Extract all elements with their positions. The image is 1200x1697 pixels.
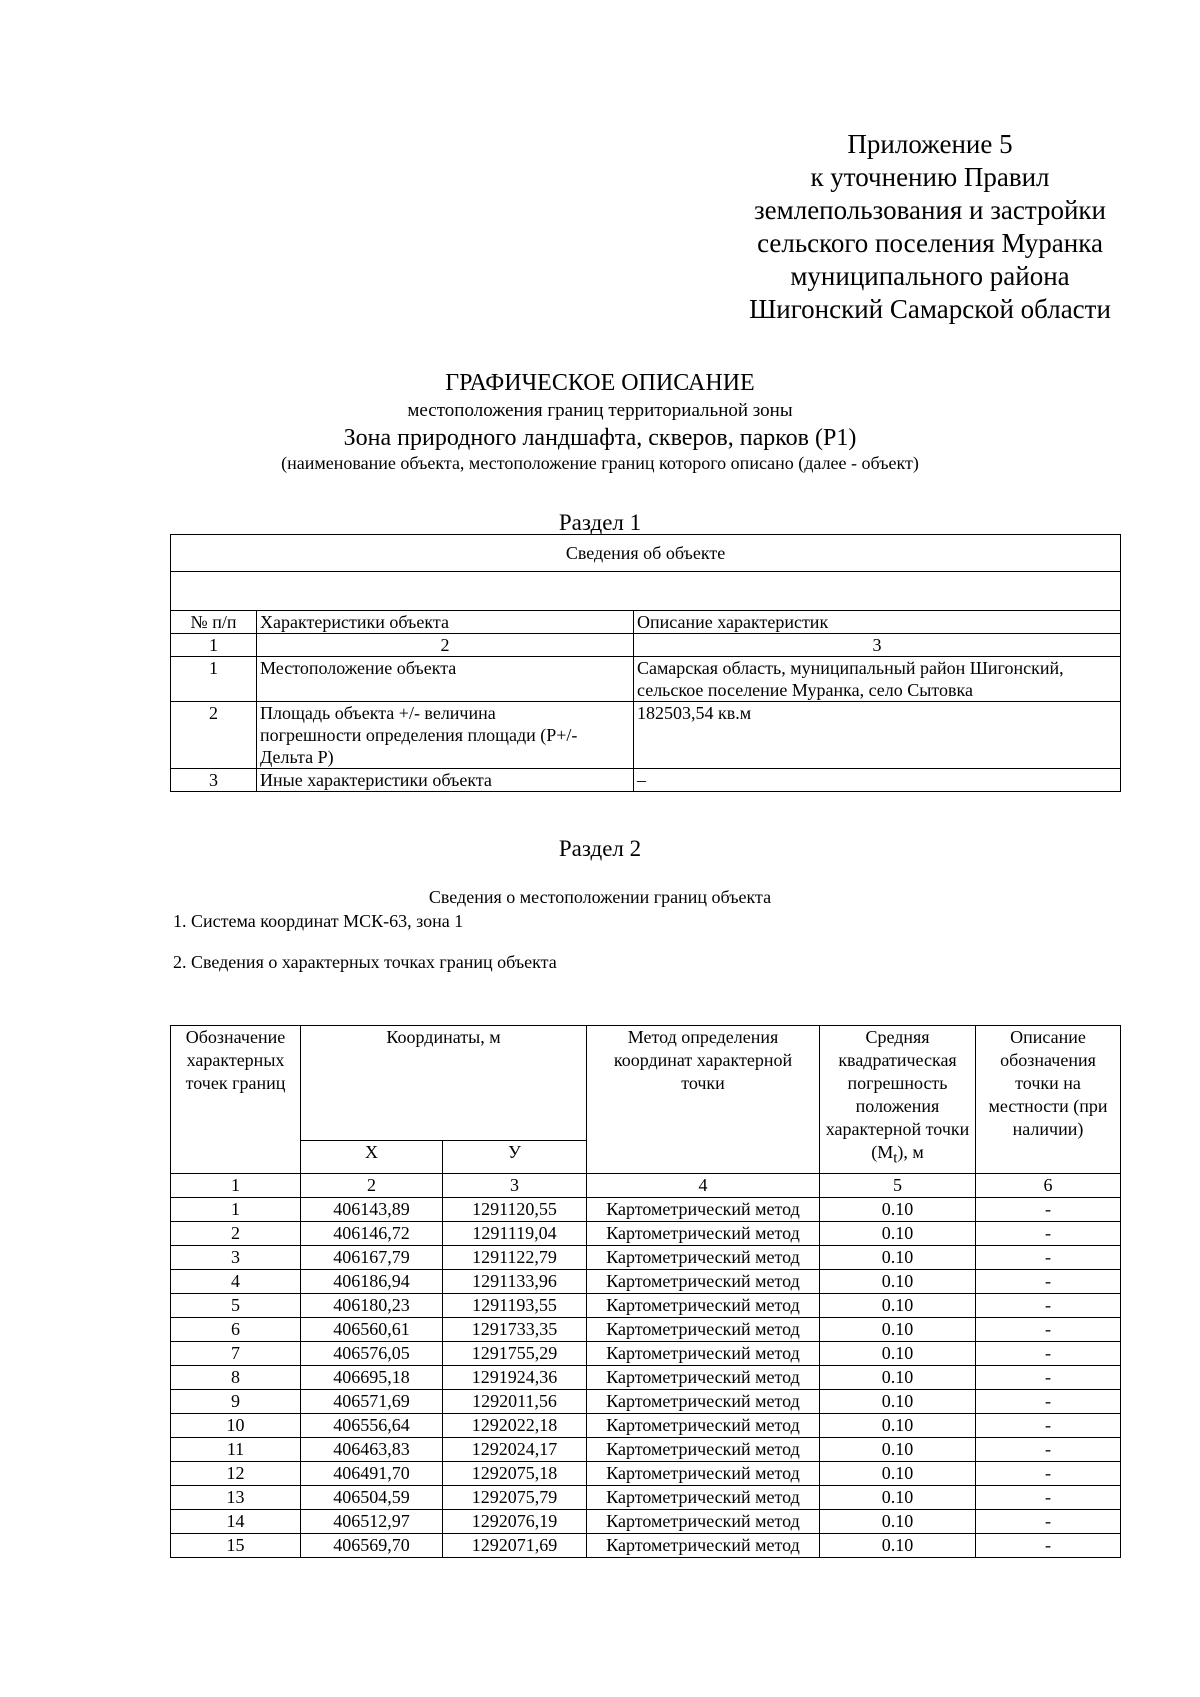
point-description: - <box>976 1438 1121 1462</box>
error-value: 0.10 <box>820 1390 976 1414</box>
method: Картометрический метод <box>587 1366 820 1390</box>
method: Картометрический метод <box>587 1246 820 1270</box>
error-value: 0.10 <box>820 1246 976 1270</box>
column-number: 4 <box>587 1174 820 1198</box>
point-number: 13 <box>171 1486 301 1510</box>
appendix-line: сельского поселения Муранка <box>757 228 1103 258</box>
characteristic-value: 182503,54 кв.м <box>634 702 1121 769</box>
table-row <box>171 1366 1121 1390</box>
row-number: 1 <box>171 657 257 702</box>
characteristic-name: Иные характеристики объекта <box>257 769 634 792</box>
header-x: X <box>301 1141 443 1174</box>
method: Картометрический метод <box>587 1318 820 1342</box>
characteristic-value: – <box>634 769 1121 792</box>
points-table <box>170 1025 1121 1558</box>
document-title: ГРАФИЧЕСКОЕ ОПИСАНИЕ <box>445 370 755 396</box>
point-description: - <box>976 1294 1121 1318</box>
characteristic-value: Самарская область, муниципальный район Шигонский, сельское поселение Муранка, село Сытовка <box>634 657 1121 702</box>
coord-y: 1291122,79 <box>443 1246 587 1270</box>
appendix-line: Шигонский Самарской области <box>749 294 1111 324</box>
header-error-text: Средняя квадратическая погрешность положения характерной точки (M <box>825 1027 970 1162</box>
error-value: 0.10 <box>820 1366 976 1390</box>
error-value: 0.10 <box>820 1222 976 1246</box>
coord-y: 1292076,19 <box>443 1510 587 1534</box>
section1-title: Раздел 1 <box>558 510 642 535</box>
header-coords: Координаты, м <box>301 1026 587 1141</box>
method: Картометрический метод <box>587 1342 820 1366</box>
point-description: - <box>976 1462 1121 1486</box>
point-number: 15 <box>171 1534 301 1558</box>
column-number: 3 <box>443 1174 587 1198</box>
row-number: 2 <box>171 702 257 769</box>
coord-y: 1291924,36 <box>443 1366 587 1390</box>
table-row <box>171 1462 1121 1486</box>
point-description: - <box>976 1246 1121 1270</box>
error-value: 0.10 <box>820 1462 976 1486</box>
table-row <box>171 1414 1121 1438</box>
header-error <box>820 1026 976 1174</box>
points-title: 2. Сведения о характерных точках границ объекта <box>173 952 557 972</box>
point-description: - <box>976 1414 1121 1438</box>
appendix-header <box>720 128 1140 326</box>
document-subtitle: местоположения границ территориальной зоны <box>407 400 793 421</box>
point-description: - <box>976 1390 1121 1414</box>
table-row <box>171 1390 1121 1414</box>
column-number: 1 <box>171 1174 301 1198</box>
characteristic-name: Площадь объекта +/- величина погрешности определения площади (Р+/- Дельта Р) <box>257 702 634 769</box>
section2-subtitle: Сведения о местоположении границ объекта <box>428 887 772 907</box>
table-row <box>171 1294 1121 1318</box>
point-description: - <box>976 1534 1121 1558</box>
object-info-table <box>170 534 1121 792</box>
coord-y: 1292071,69 <box>443 1534 587 1558</box>
point-number: 6 <box>171 1318 301 1342</box>
point-description: - <box>976 1222 1121 1246</box>
error-value: 0.10 <box>820 1486 976 1510</box>
table-row <box>171 1510 1121 1534</box>
zone-name: Зона природного ландшафта, скверов, парков (Р1) <box>343 425 857 451</box>
point-number: 10 <box>171 1414 301 1438</box>
column-number: 2 <box>301 1174 443 1198</box>
coord-x: 406504,59 <box>301 1486 443 1510</box>
method: Картометрический метод <box>587 1438 820 1462</box>
point-description: - <box>976 1270 1121 1294</box>
point-description: - <box>976 1510 1121 1534</box>
coord-y: 1291133,96 <box>443 1270 587 1294</box>
table-row <box>171 1198 1121 1222</box>
table-row <box>171 1222 1121 1246</box>
point-description: - <box>976 1318 1121 1342</box>
error-value: 0.10 <box>820 1342 976 1366</box>
coord-y: 1291120,55 <box>443 1198 587 1222</box>
header-description: Описание обозначения точки на местности (при наличии) <box>976 1026 1121 1174</box>
column-number: 5 <box>820 1174 976 1198</box>
coord-x: 406463,83 <box>301 1438 443 1462</box>
row-number: 3 <box>171 769 257 792</box>
section2-title: Раздел 2 <box>558 836 642 861</box>
object-note: (наименование объекта, местоположение границ которого описано (далее - объект) <box>281 453 919 473</box>
header-method: Метод определения координат характерной точки <box>587 1026 820 1174</box>
coord-y: 1292075,18 <box>443 1462 587 1486</box>
point-number: 2 <box>171 1222 301 1246</box>
object-info-title: Сведения об объекте <box>171 535 1121 572</box>
coord-system: 1. Система координат МСК-63, зона 1 <box>173 911 464 931</box>
coord-x: 406576,05 <box>301 1342 443 1366</box>
point-number: 8 <box>171 1366 301 1390</box>
point-number: 1 <box>171 1198 301 1222</box>
coord-x: 406569,70 <box>301 1534 443 1558</box>
header-cell: № п/п <box>171 611 257 634</box>
error-value: 0.10 <box>820 1534 976 1558</box>
coord-x: 406556,64 <box>301 1414 443 1438</box>
header-cell: Характеристики объекта <box>257 611 634 634</box>
header-cell: Описание характеристик <box>634 611 1121 634</box>
method: Картометрический метод <box>587 1486 820 1510</box>
header-error-tail: ), м <box>897 1142 924 1162</box>
error-value: 0.10 <box>820 1198 976 1222</box>
method: Картометрический метод <box>587 1270 820 1294</box>
coord-x: 406560,61 <box>301 1318 443 1342</box>
empty-row <box>171 572 1121 611</box>
table-row <box>171 1270 1121 1294</box>
coord-x: 406512,97 <box>301 1510 443 1534</box>
table-row <box>171 1486 1121 1510</box>
point-description: - <box>976 1198 1121 1222</box>
error-value: 0.10 <box>820 1510 976 1534</box>
method: Картометрический метод <box>587 1222 820 1246</box>
column-number: 1 <box>171 634 257 657</box>
column-number: 3 <box>634 634 1121 657</box>
appendix-line: муниципального района <box>790 261 1070 291</box>
point-description: - <box>976 1342 1121 1366</box>
table-row <box>171 1438 1121 1462</box>
column-number: 6 <box>976 1174 1121 1198</box>
table-row <box>171 1318 1121 1342</box>
appendix-line: к уточнению Правил <box>810 162 1050 192</box>
error-value: 0.10 <box>820 1294 976 1318</box>
table-row <box>171 1534 1121 1558</box>
appendix-line: Приложение 5 <box>847 129 1013 159</box>
error-value: 0.10 <box>820 1438 976 1462</box>
method: Картометрический метод <box>587 1414 820 1438</box>
coord-x: 406167,79 <box>301 1246 443 1270</box>
method: Картометрический метод <box>587 1198 820 1222</box>
coord-y: 1292075,79 <box>443 1486 587 1510</box>
appendix-line: землепользования и застройки <box>753 195 1106 225</box>
point-number: 11 <box>171 1438 301 1462</box>
point-description: - <box>976 1366 1121 1390</box>
point-number: 4 <box>171 1270 301 1294</box>
coord-y: 1291119,04 <box>443 1222 587 1246</box>
method: Картометрический метод <box>587 1462 820 1486</box>
coord-x: 406695,18 <box>301 1366 443 1390</box>
table-row <box>171 1342 1121 1366</box>
table-row <box>171 1246 1121 1270</box>
error-value: 0.10 <box>820 1318 976 1342</box>
point-number: 5 <box>171 1294 301 1318</box>
coord-y: 1292022,18 <box>443 1414 587 1438</box>
point-number: 7 <box>171 1342 301 1366</box>
method: Картометрический метод <box>587 1510 820 1534</box>
method: Картометрический метод <box>587 1294 820 1318</box>
coord-x: 406146,72 <box>301 1222 443 1246</box>
point-number: 9 <box>171 1390 301 1414</box>
column-number: 2 <box>257 634 634 657</box>
header-y: У <box>443 1141 587 1174</box>
coord-x: 406491,70 <box>301 1462 443 1486</box>
characteristic-name: Местоположение объекта <box>257 657 634 702</box>
header-designation: Обозначение характерных точек границ <box>171 1026 301 1174</box>
method: Картометрический метод <box>587 1390 820 1414</box>
coord-y: 1291733,35 <box>443 1318 587 1342</box>
coord-x: 406571,69 <box>301 1390 443 1414</box>
coord-x: 406186,94 <box>301 1270 443 1294</box>
error-value: 0.10 <box>820 1414 976 1438</box>
coord-y: 1292024,17 <box>443 1438 587 1462</box>
header-error-subscript: t <box>893 1150 898 1167</box>
point-number: 12 <box>171 1462 301 1486</box>
point-description: - <box>976 1486 1121 1510</box>
coord-x: 406143,89 <box>301 1198 443 1222</box>
error-value: 0.10 <box>820 1270 976 1294</box>
point-number: 3 <box>171 1246 301 1270</box>
coord-y: 1292011,56 <box>443 1390 587 1414</box>
point-number: 14 <box>171 1510 301 1534</box>
coord-y: 1291193,55 <box>443 1294 587 1318</box>
coord-y: 1291755,29 <box>443 1342 587 1366</box>
method: Картометрический метод <box>587 1534 820 1558</box>
coord-x: 406180,23 <box>301 1294 443 1318</box>
